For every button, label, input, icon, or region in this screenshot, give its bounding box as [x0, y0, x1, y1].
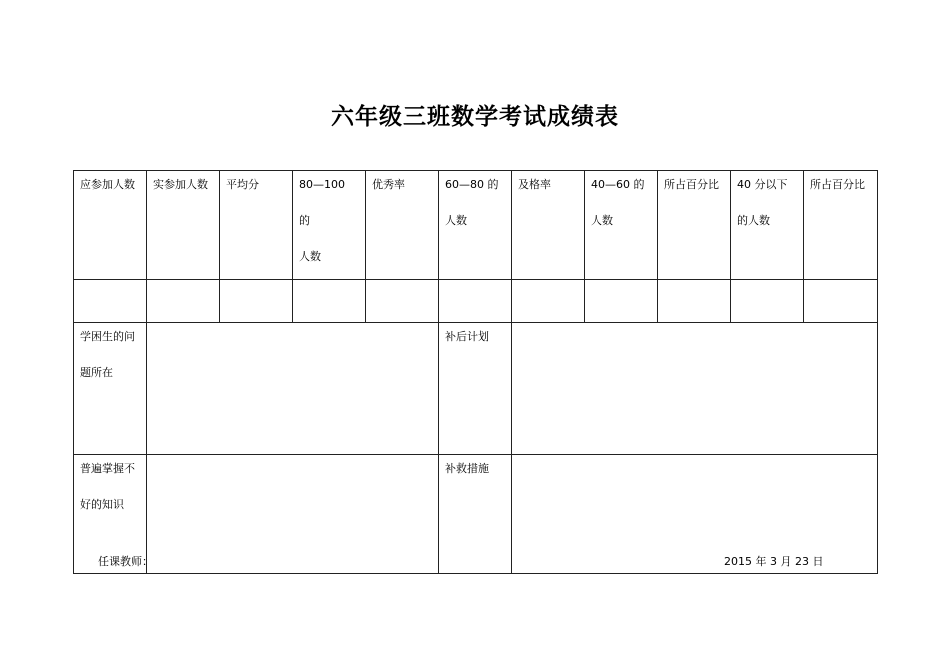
weak-knowledge-content-cell[interactable] — [147, 455, 439, 574]
data-cell-60-80-count[interactable] — [439, 280, 512, 323]
page-title: 六年级三班数学考试成绩表 — [331, 104, 619, 130]
header-cell-pass-rate: 及格率 — [512, 171, 585, 280]
data-cell-percentage-2[interactable] — [804, 280, 878, 323]
header-cell-40-60-count: 40—60 的 人数 — [585, 171, 658, 280]
data-cell-expected-count[interactable] — [74, 280, 147, 323]
header-cell-below-40-count: 40 分以下 的人数 — [731, 171, 804, 280]
header-cell-expected-count: 应参加人数 — [74, 171, 147, 280]
weak-knowledge-label-cell: 普遍掌握不 好的知识 — [74, 455, 147, 574]
problems-label-cell: 学困生的问 题所在 — [74, 323, 147, 455]
grade-table — [73, 170, 878, 574]
report-date: 2015 年 3 月 23 日 — [724, 555, 824, 568]
data-cell-percentage-1[interactable] — [658, 280, 731, 323]
header-cell-average: 平均分 — [220, 171, 293, 280]
data-cell-excellent-rate[interactable] — [366, 280, 439, 323]
data-cell-80-100-count[interactable] — [293, 280, 366, 323]
remedial-plan-content-cell[interactable] — [512, 323, 878, 455]
problems-content-cell[interactable] — [147, 323, 439, 455]
data-cell-pass-rate[interactable] — [512, 280, 585, 323]
remedial-measures-label-cell: 补救措施 — [439, 455, 512, 574]
data-cell-40-60-count[interactable] — [585, 280, 658, 323]
header-cell-percentage-1: 所占百分比 — [658, 171, 731, 280]
data-cell-actual-count[interactable] — [147, 280, 220, 323]
data-cell-below-40-count[interactable] — [731, 280, 804, 323]
header-cell-80-100-count: 80—100 的 人数 — [293, 171, 366, 280]
table-data-row — [74, 280, 878, 323]
teacher-label: 任课教师： — [98, 555, 153, 568]
header-cell-excellent-rate: 优秀率 — [366, 171, 439, 280]
header-cell-actual-count: 实参加人数 — [147, 171, 220, 280]
data-cell-average[interactable] — [220, 280, 293, 323]
header-cell-percentage-2: 所占百分比 — [804, 171, 878, 280]
header-cell-60-80-count: 60—80 的 人数 — [439, 171, 512, 280]
table-header-row — [74, 171, 878, 280]
problems-section-row — [74, 323, 878, 455]
remedial-plan-label-cell: 补后计划 — [439, 323, 512, 455]
